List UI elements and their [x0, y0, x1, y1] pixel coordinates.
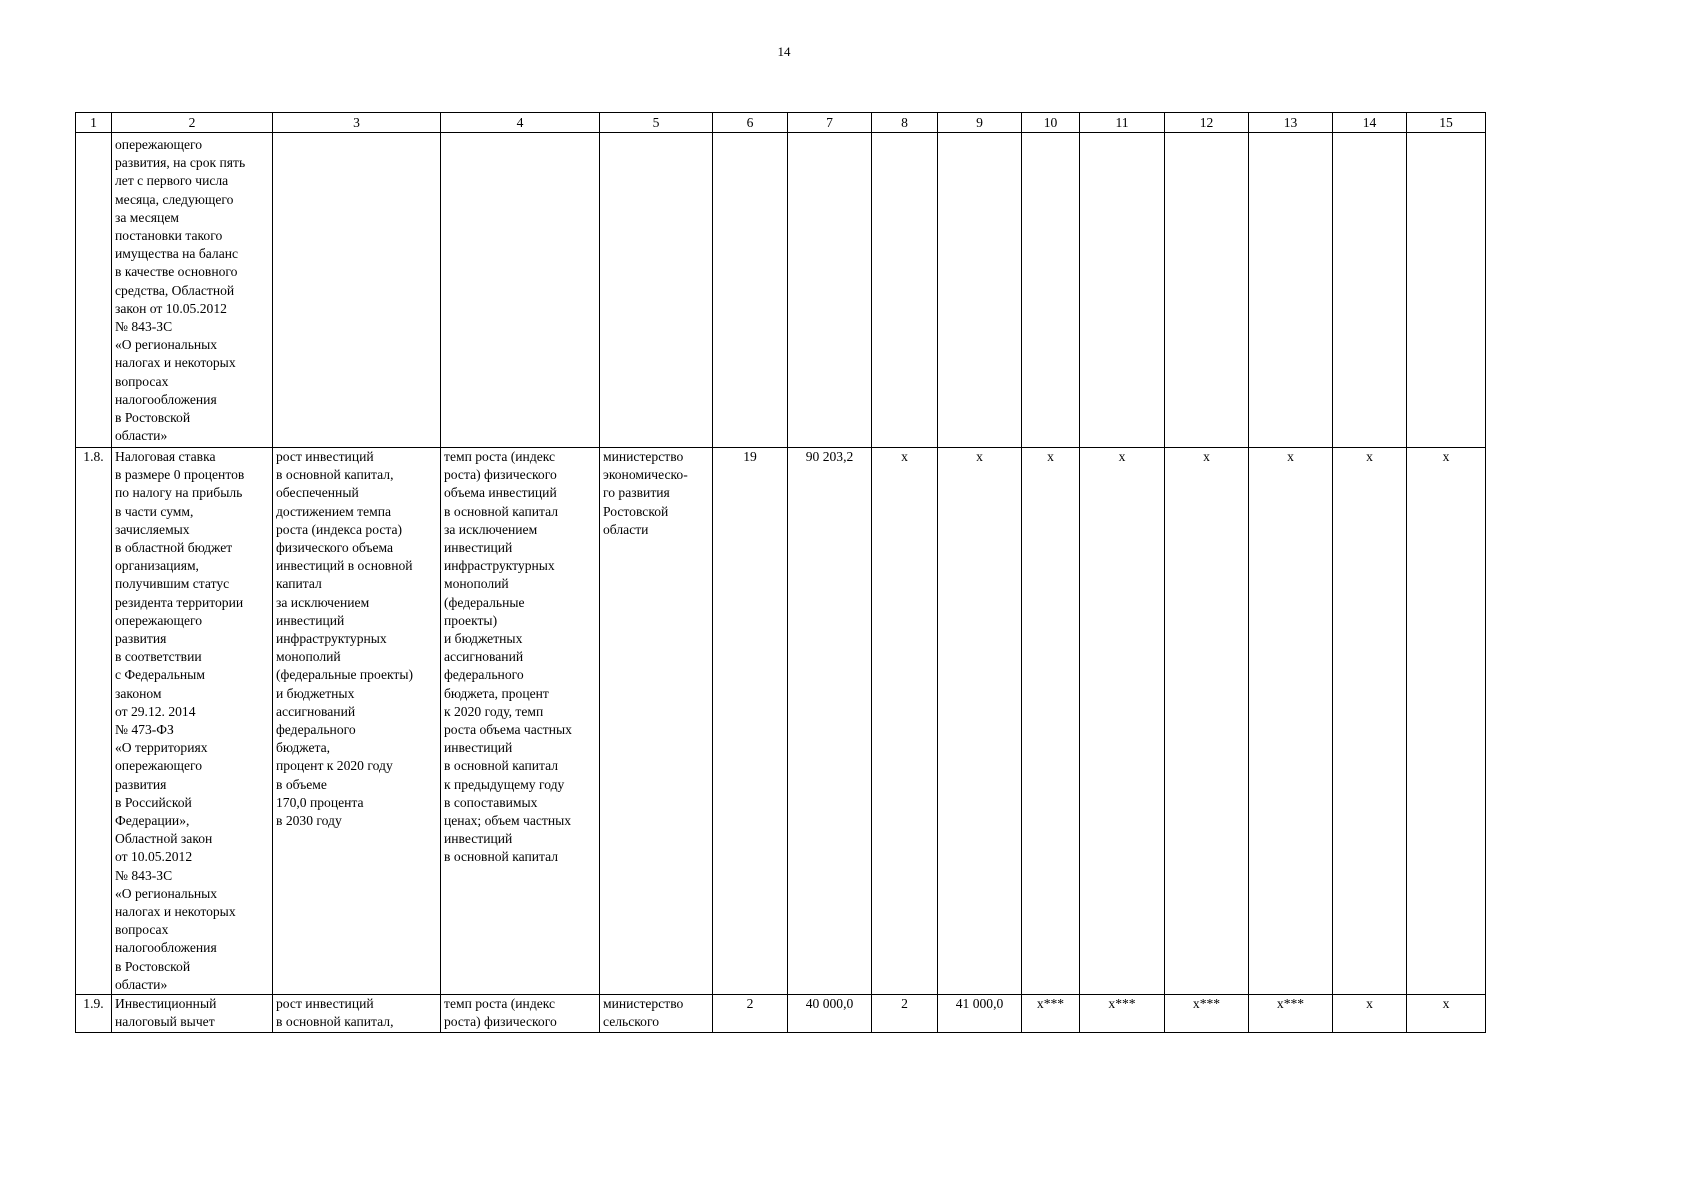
- table-cell: x***: [1249, 995, 1333, 1032]
- table-cell: [1333, 133, 1407, 448]
- table-cell: x: [1407, 448, 1486, 995]
- table-cell: x***: [1165, 995, 1249, 1032]
- table-cell: x: [938, 448, 1022, 995]
- table-cell: [872, 133, 938, 448]
- table-cell: 40 000,0: [788, 995, 872, 1032]
- table-cell: рост инвестиций в основной капитал,: [273, 995, 441, 1032]
- table-cell: 41 000,0: [938, 995, 1022, 1032]
- table-cell: x: [872, 448, 938, 995]
- column-header: 13: [1249, 113, 1333, 133]
- column-header: 8: [872, 113, 938, 133]
- row-number: 1.8.: [76, 448, 112, 995]
- table-cell: [938, 133, 1022, 448]
- column-header: 12: [1165, 113, 1249, 133]
- table-cell: министерство экономическо- го развития Ростовской области: [600, 448, 713, 995]
- table-cell: темп роста (индекс роста) физического: [441, 995, 600, 1032]
- column-header: 6: [713, 113, 788, 133]
- table-cell: опережающего развития, на срок пять лет с первого числа месяца, следующего за месяцем постановки такого имущества на баланс в качестве основного средства, Областной закон от 10.05.2012 № 843-ЗС «О региональных налогах и некоторых вопросах налогообложения в Ростовской области»: [112, 133, 273, 448]
- table-cell: x: [1022, 448, 1080, 995]
- table-row: [76, 448, 1486, 995]
- table-cell: x: [1249, 448, 1333, 995]
- table-cell: x: [1333, 448, 1407, 995]
- page-number: 14: [777, 44, 791, 59]
- table-cell: x: [1080, 448, 1165, 995]
- table-cell: [273, 133, 441, 448]
- table-cell: [1407, 133, 1486, 448]
- table-row: [76, 995, 1486, 1032]
- table-cell: [76, 133, 112, 448]
- table-cell: x: [1407, 995, 1486, 1032]
- table-cell: 19: [713, 448, 788, 995]
- table-cell: x: [1333, 995, 1407, 1032]
- column-header: 5: [600, 113, 713, 133]
- column-header: 10: [1022, 113, 1080, 133]
- column-header: 1: [76, 113, 112, 133]
- data-table: [75, 112, 1486, 1033]
- column-header: 14: [1333, 113, 1407, 133]
- table-cell: x: [1165, 448, 1249, 995]
- table-cell: [441, 133, 600, 448]
- table-cell: [1022, 133, 1080, 448]
- header-row: [76, 113, 1486, 133]
- table-cell: темп роста (индекс роста) физического объема инвестиций в основной капитал за исключением инвестиций инфраструктурных монополий (федеральные проекты) и бюджетных ассигнований федерального бюджета, процент к 2020 году, темп роста объема частных инвестиций в основной капитал к предыдущему году в сопоставимых ценах; объем частных инвестиций в основной капитал: [441, 448, 600, 995]
- column-header: 11: [1080, 113, 1165, 133]
- table-cell: [600, 133, 713, 448]
- column-header: 7: [788, 113, 872, 133]
- column-header: 4: [441, 113, 600, 133]
- column-header: 15: [1407, 113, 1486, 133]
- column-header: 2: [112, 113, 273, 133]
- table-cell: 2: [713, 995, 788, 1032]
- table-cell: 90 203,2: [788, 448, 872, 995]
- table-cell: [1080, 133, 1165, 448]
- table-cell: [1249, 133, 1333, 448]
- table-cell: министерство сельского: [600, 995, 713, 1032]
- column-header: 9: [938, 113, 1022, 133]
- row-number: 1.9.: [76, 995, 112, 1032]
- table-row: [76, 133, 1486, 448]
- table-cell: [1165, 133, 1249, 448]
- table-cell: [788, 133, 872, 448]
- column-header: 3: [273, 113, 441, 133]
- table-cell: Налоговая ставка в размере 0 процентов по налогу на прибыль в части сумм, зачисляемых в областной бюджет организациям, получившим статус резидента территории опережающего развития в соответствии с Федеральным законом от 29.12. 2014 № 473-ФЗ «О территориях опережающего развития в Российской Федерации», Областной закон от 10.05.2012 № 843-ЗС «О региональных налогах и некоторых вопросах налогообложения в Ростовской области»: [112, 448, 273, 995]
- table-cell: [713, 133, 788, 448]
- table-cell: Инвестиционный налоговый вычет: [112, 995, 273, 1032]
- table-cell: x***: [1022, 995, 1080, 1032]
- table-cell: рост инвестиций в основной капитал, обеспеченный достижением темпа роста (индекса роста) физического объема инвестиций в основной капитал за исключением инвестиций инфраструктурных монополий (федеральные проекты) и бюджетных ассигнований федерального бюджета, процент к 2020 году в объеме 170,0 процента в 2030 году: [273, 448, 441, 995]
- table-cell: x***: [1080, 995, 1165, 1032]
- table-cell: 2: [872, 995, 938, 1032]
